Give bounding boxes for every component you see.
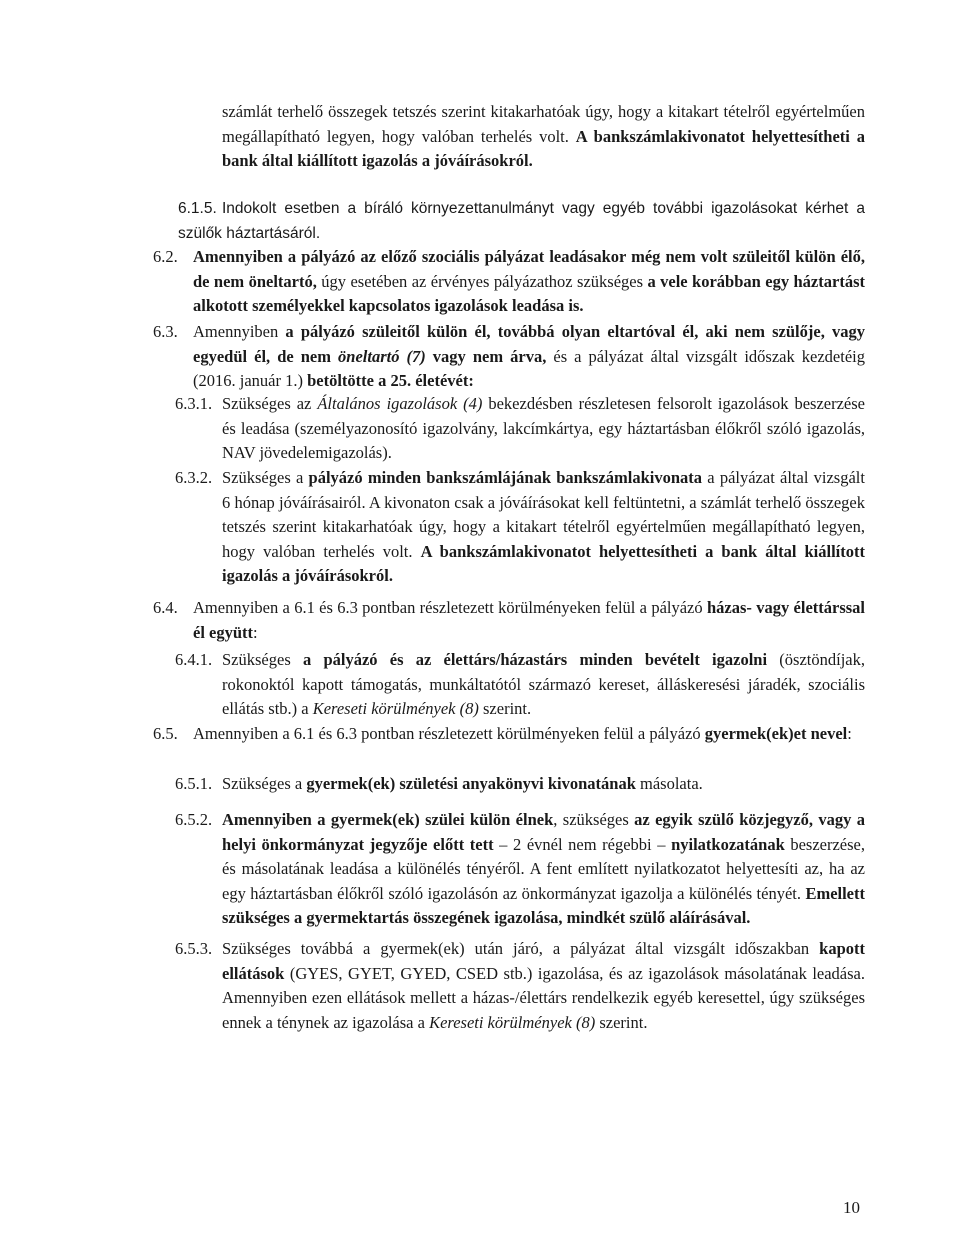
section-number: 6.1.5.: [178, 200, 217, 217]
section-text: (ösztöndíjak, rokonoktól kapott támogatás, munkáltatótól származó kereset, álláskeresési járadék, szociális ellátás stb.) a: [222, 650, 865, 719]
section-text: :: [847, 724, 852, 743]
section-number: 6.4.1.: [175, 650, 213, 669]
section-text: , szükséges: [553, 810, 635, 829]
section-text: Szükséges az: [222, 394, 318, 413]
section-bold-text: pályázó minden bankszámlájának bankszámlakivonata: [308, 468, 703, 487]
section-bold-text: vagy nem árva,: [425, 346, 547, 366]
section-text: szerint.: [478, 699, 532, 719]
section-bold-text: Amennyiben a gyermek(ek) szülei külön élnek: [222, 810, 554, 829]
section-bold-text: a pályázó és az élettárs/házastárs minden bevételt igazolni: [302, 650, 768, 669]
section-text: úgy esetében az érvényes pályázathoz szükséges: [316, 271, 648, 291]
section-bold-text: a vele korábban egy háztartást alkotott személyekkel kapcsolatos igazolások leadása is.: [193, 271, 865, 316]
section-text: Szükséges továbbá a gyermek(ek) után járó, a pályázat által vizsgált időszakban: [222, 939, 820, 958]
section-text: a pályázat által vizsgált 6 hónap jóváírásairól. A kivonaton csak a jóváírásokat kell feltüntetni, a számlát terhelő összegek tetszés szerint kitakarhatóak úgy, hogy a kitakart tételről egyértelműen megállapítható legyen, hogy valóban terhelés volt.: [222, 468, 865, 561]
section-number: 6.5.2.: [175, 810, 213, 829]
section-number: 6.2.: [153, 247, 178, 266]
section-6-3: [153, 320, 865, 394]
section-text: Indokolt esetben a bíráló környezettanulmányt vagy egyéb további igazolásokat kérhet a szülők háztartásáról.: [178, 200, 865, 242]
section-text: bekezdésben részletesen felsorolt igazolások beszerzése és leadása (személyazonosító igazolvány, lakcímkártya, egy háztartásban élőkről szóló igazolás, NAV jövedelemigazolás).: [222, 394, 865, 463]
paragraph-bold-text: A bankszámlakivonatot helyettesítheti a bank által kiállított igazolás a jóváírásokról.: [222, 126, 865, 171]
section-bold-text: az egyik szülő közjegyző, vagy a helyi önkormányzat jegyzője előtt tett: [222, 810, 866, 854]
section-text: Szükséges: [222, 650, 303, 669]
section-italic-text: Kereseti körülmények (8): [429, 1012, 596, 1032]
section-6-5-3: [175, 937, 865, 1035]
section-bold-text: Emellett szükséges a gyermektartás összegének igazolása, mindkét szülő aláírásával.: [222, 883, 865, 928]
section-number: 6.5.1.: [175, 774, 213, 793]
section-6-3-1: [175, 392, 865, 466]
page-number: 10: [843, 1198, 860, 1217]
section-bold-text: nyilatkozatának: [671, 834, 785, 854]
continuation-paragraph: [222, 100, 865, 174]
section-text: – 2 évnél nem régebbi –: [493, 834, 672, 854]
section-text: szerint.: [595, 1012, 648, 1032]
section-text: Amennyiben a 6.1 és 6.3 pontban részletezett körülményeken felül a pályázó: [193, 724, 705, 743]
section-text: Szükséges a: [222, 774, 307, 793]
section-bold-text: gyermek(ek) születési anyakönyvi kivonatának: [306, 774, 636, 793]
section-number: 6.3.2.: [175, 468, 213, 487]
section-text: (GYES, GYET, GYED, CSED stb.) igazolása, és az igazolások másolatának leadása. Amennyiben ezen ellátások mellett a házas-/élettárs rendelkezik egyéb keresettel, úgy szükséges ennek a ténynek az igazolása a: [222, 963, 865, 1032]
section-6-5-1: [175, 772, 865, 797]
section-bold-text: kapott ellátások: [222, 939, 865, 983]
section-6-3-2: [175, 466, 865, 589]
section-number: 6.5.3.: [175, 939, 213, 958]
section-bold-text: betöltötte a 25. életévét:: [307, 371, 474, 391]
section-italic-text: Általános igazolások (4): [317, 394, 483, 413]
section-bold-text: Amennyiben a pályázó az előző szociális pályázat leadásakor még nem volt szüleitől külön élő, de nem öneltartó,: [193, 247, 865, 291]
section-text: és a pályázat által vizsgált időszak kezdetéig (2016. január 1.): [193, 346, 865, 391]
section-bold-text: gyermek(ek)et nevel: [704, 724, 848, 743]
section-number: 6.3.: [153, 322, 178, 341]
section-6-1-5: [178, 197, 865, 246]
section-bold-text: A bankszámlakivonatot helyettesítheti a bank által kiállított igazolás a jóváírásokról.: [222, 541, 865, 586]
section-bold-text: a pályázó szüleitől külön él, továbbá olyan eltartóval él, aki nem szülője, vagy egyedül él, de nem: [193, 322, 866, 366]
section-6-4-1: [175, 648, 865, 722]
section-6-4: [153, 596, 865, 645]
section-text: :: [253, 622, 258, 642]
section-text: Szükséges a: [222, 468, 309, 487]
section-number: 6.4.: [153, 598, 178, 617]
section-bold-italic-text: öneltartó (7): [338, 346, 426, 366]
section-text: beszerzése, és másolatának leadása a különélés tényéről. A fent említett nyilatkozatot helyettesíti az, ha az egy háztartásban élőkről szóló igazolásón az önkormányzat igazolja a különélés tényét.: [222, 834, 865, 903]
section-text: Amennyiben a 6.1 és 6.3 pontban részletezett körülményeken felül a pályázó: [193, 598, 707, 617]
section-number: 6.3.1.: [175, 394, 213, 413]
section-number: 6.5.: [153, 724, 178, 743]
section-italic-text: Kereseti körülmények (8): [312, 699, 479, 719]
section-6-2: [153, 245, 865, 319]
section-6-5: [153, 722, 865, 747]
section-text: Amennyiben: [193, 322, 286, 341]
section-6-5-2: [175, 808, 865, 931]
section-bold-text: házas- vagy élettárssal él együtt: [193, 598, 866, 642]
paragraph-text: számlát terhelő összegek tetszés szerint kitakarhatóak úgy, hogy a kitakart tételről egyértelműen megállapítható legyen, hogy valóban terhelés volt.: [222, 102, 865, 146]
section-text: másolata.: [635, 774, 703, 793]
